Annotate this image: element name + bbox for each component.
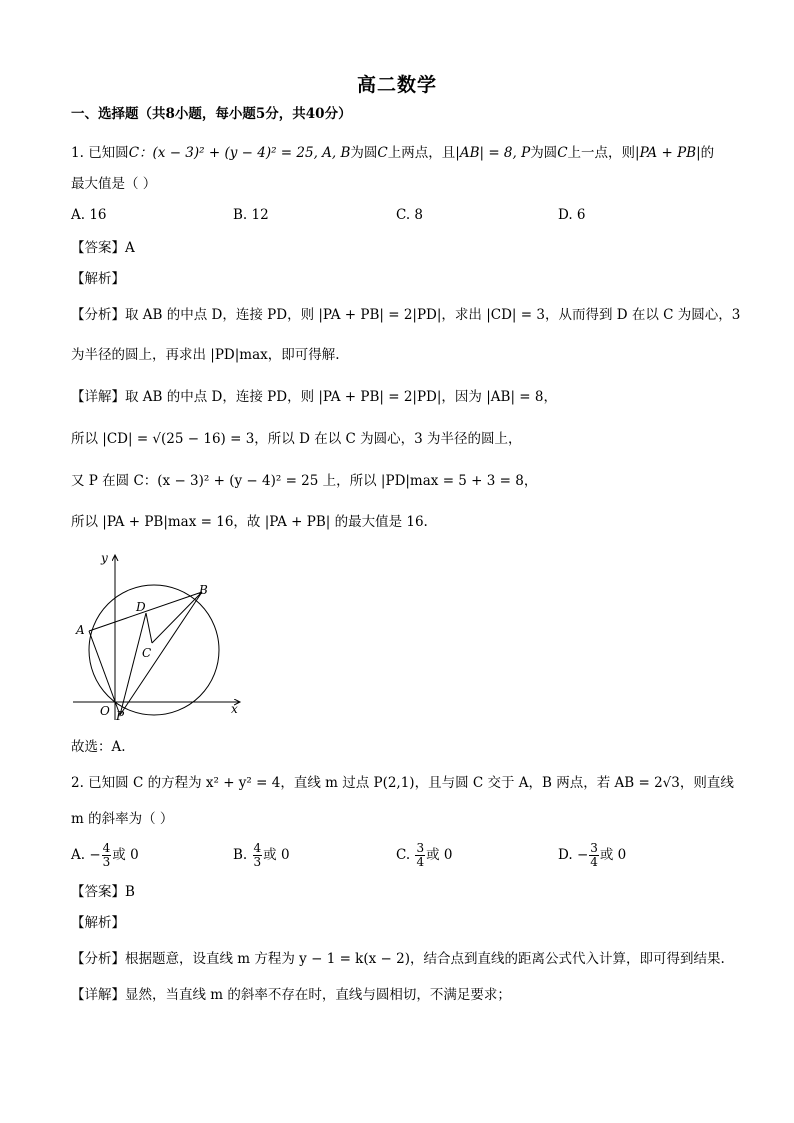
q1-analysis-tag: 【解析】 bbox=[71, 271, 125, 287]
segment-dc bbox=[146, 613, 152, 643]
label-x: x bbox=[231, 702, 238, 716]
q2-option-d-sign: − bbox=[576, 847, 589, 863]
q2-option-a-frac bbox=[102, 842, 112, 869]
label-b: B bbox=[199, 583, 208, 597]
q1-stem-h: |PA + PB| bbox=[635, 145, 701, 161]
q1-option-c: C. 8 bbox=[396, 207, 424, 223]
q1-fenxi-1: 取 AB 的中点 D，连接 PD，则 |PA + PB| = 2|PD|，求出 |CD| = 3，从而得到 D 在以 C 为圆心，3 bbox=[125, 307, 741, 323]
q1-number: 1. bbox=[71, 145, 84, 161]
q1-stem-g: 上一点，则 bbox=[567, 145, 636, 161]
q2-option-d bbox=[558, 842, 626, 869]
q2-analysis-tag: 【解析】 bbox=[71, 915, 125, 931]
q2-fenxi-tag: 【分析】 bbox=[71, 951, 125, 967]
q1-option-a: A. 16 bbox=[71, 207, 107, 223]
page-title: 高二数学 bbox=[356, 74, 437, 96]
q2-option-c-suffix: 或 0 bbox=[426, 847, 453, 863]
q1-stem-c: C bbox=[377, 145, 388, 161]
q2-option-a bbox=[71, 842, 139, 869]
q1-stem-g-c: C bbox=[557, 145, 568, 161]
q2-option-c-frac bbox=[415, 842, 425, 869]
label-a: A bbox=[76, 623, 85, 637]
q2-option-d-num: 3 bbox=[590, 841, 598, 855]
q2-fenxi: 根据题意，设直线 m 方程为 y − 1 = k(x − 2)，结合点到直线的距离公式代入计算，即可得到结果. bbox=[125, 951, 725, 967]
section-heading: 一、选择题（共8小题，每小题5分，共40分） bbox=[71, 106, 352, 122]
q2-option-b-num: 4 bbox=[253, 841, 262, 855]
q2-option-a-sign: − bbox=[89, 847, 101, 863]
q1-stem-i: 的 bbox=[700, 145, 715, 161]
q2-stem-line1: 2. 已知圆 C 的方程为 x² + y² = 4，直线 m 过点 P(2,1)，且与圆 C 交于 A，B 两点，若 AB = 2√3，则直线 bbox=[71, 775, 734, 791]
q2-xiangjie-tag: 【详解】 bbox=[71, 987, 125, 1003]
q2-answer: B bbox=[125, 884, 135, 900]
q2-option-b-suffix: 或 0 bbox=[263, 847, 290, 863]
label-d: D bbox=[136, 600, 146, 614]
label-y: y bbox=[101, 551, 108, 565]
q2-option-a-letter: A. bbox=[71, 847, 86, 863]
label-p: P bbox=[116, 709, 125, 723]
q1-option-b: B. 12 bbox=[233, 207, 269, 223]
q1-xiangjie-line2: 所以 |CD| = √(25 − 16) = 3，所以 D 在以 C 为圆心，3 为半径的圆上， bbox=[71, 431, 522, 447]
segment-pd bbox=[120, 613, 146, 715]
q1-stem-b: 为圆 bbox=[350, 145, 378, 161]
q2-option-d-frac bbox=[589, 842, 599, 869]
circle-c bbox=[89, 585, 219, 715]
q1-answer: A bbox=[125, 240, 135, 256]
q1-stem-d: 上两点，且 bbox=[387, 145, 456, 161]
q1-stem-e: |AB| = 8, P bbox=[455, 145, 531, 161]
q2-xiangjie-line bbox=[71, 985, 511, 1005]
q1-xiangjie-line3: 又 P 在圆 C：(x − 3)² + (y − 4)² = 25 上，所以 |PD|max = 5 + 3 = 8， bbox=[71, 473, 538, 489]
q1-xiangjie-line1 bbox=[71, 387, 557, 407]
segment-cb bbox=[152, 592, 202, 643]
label-c: C bbox=[142, 646, 152, 660]
q2-option-d-den: 4 bbox=[590, 855, 598, 869]
q2-option-b-den: 3 bbox=[253, 855, 262, 869]
q1-stem-f: 为圆 bbox=[530, 145, 558, 161]
q2-option-a-suffix: 或 0 bbox=[112, 847, 139, 863]
q2-answer-line bbox=[71, 882, 135, 902]
q1-stem-line1 bbox=[71, 143, 714, 163]
q2-option-d-suffix: 或 0 bbox=[599, 847, 627, 863]
q2-option-a-den: 3 bbox=[102, 855, 111, 869]
q1-stem-line2: 最大值是（ ） bbox=[71, 176, 157, 192]
q2-option-b-frac bbox=[253, 842, 263, 869]
q2-option-d-letter: D. bbox=[558, 847, 573, 863]
q1-option-d: D. 6 bbox=[558, 207, 586, 223]
q2-option-a-num: 4 bbox=[102, 841, 111, 855]
q2-option-c-den: 4 bbox=[416, 855, 425, 869]
q2-option-b-letter: B. bbox=[233, 847, 248, 863]
q2-option-c-num: 3 bbox=[416, 841, 425, 855]
q1-fenxi-tag: 【分析】 bbox=[71, 307, 125, 323]
q2-option-b bbox=[233, 842, 290, 869]
q1-fenxi-line1 bbox=[71, 305, 740, 325]
q1-figure bbox=[68, 545, 248, 725]
segment-pb bbox=[120, 592, 202, 715]
q1-answer-tag: 【答案】 bbox=[71, 240, 125, 256]
q2-fenxi-line bbox=[71, 949, 725, 969]
q1-fenxi-line2: 为半径的圆上，再求出 |PD|max，即可得解. bbox=[71, 347, 340, 363]
q1-xiangjie-line4: 所以 |PA + PB|max = 16，故 |PA + PB| 的最大值是 16. bbox=[71, 514, 428, 530]
q1-conclusion: 故选：A. bbox=[71, 739, 126, 755]
q1-stem-math: C：(x − 3)² + (y − 4)² = 25, A, B bbox=[128, 145, 351, 161]
q2-xiangjie: 显然，当直线 m 的斜率不存在时，直线与圆相切，不满足要求； bbox=[125, 987, 511, 1003]
q1-answer-line bbox=[71, 238, 135, 258]
q2-option-c bbox=[396, 842, 452, 869]
q1-xiangjie-tag: 【详解】 bbox=[71, 389, 125, 405]
q2-option-c-letter: C. bbox=[396, 847, 411, 863]
q1-xiangjie-1: 取 AB 的中点 D，连接 PD，则 |PA + PB| = 2|PD|，因为 |AB| = 8， bbox=[125, 389, 557, 405]
q1-stem-a: 已知圆 bbox=[88, 145, 129, 161]
q2-answer-tag: 【答案】 bbox=[71, 884, 125, 900]
q2-stem-line2: m 的斜率为（ ） bbox=[71, 811, 174, 827]
label-o: O bbox=[100, 704, 110, 718]
